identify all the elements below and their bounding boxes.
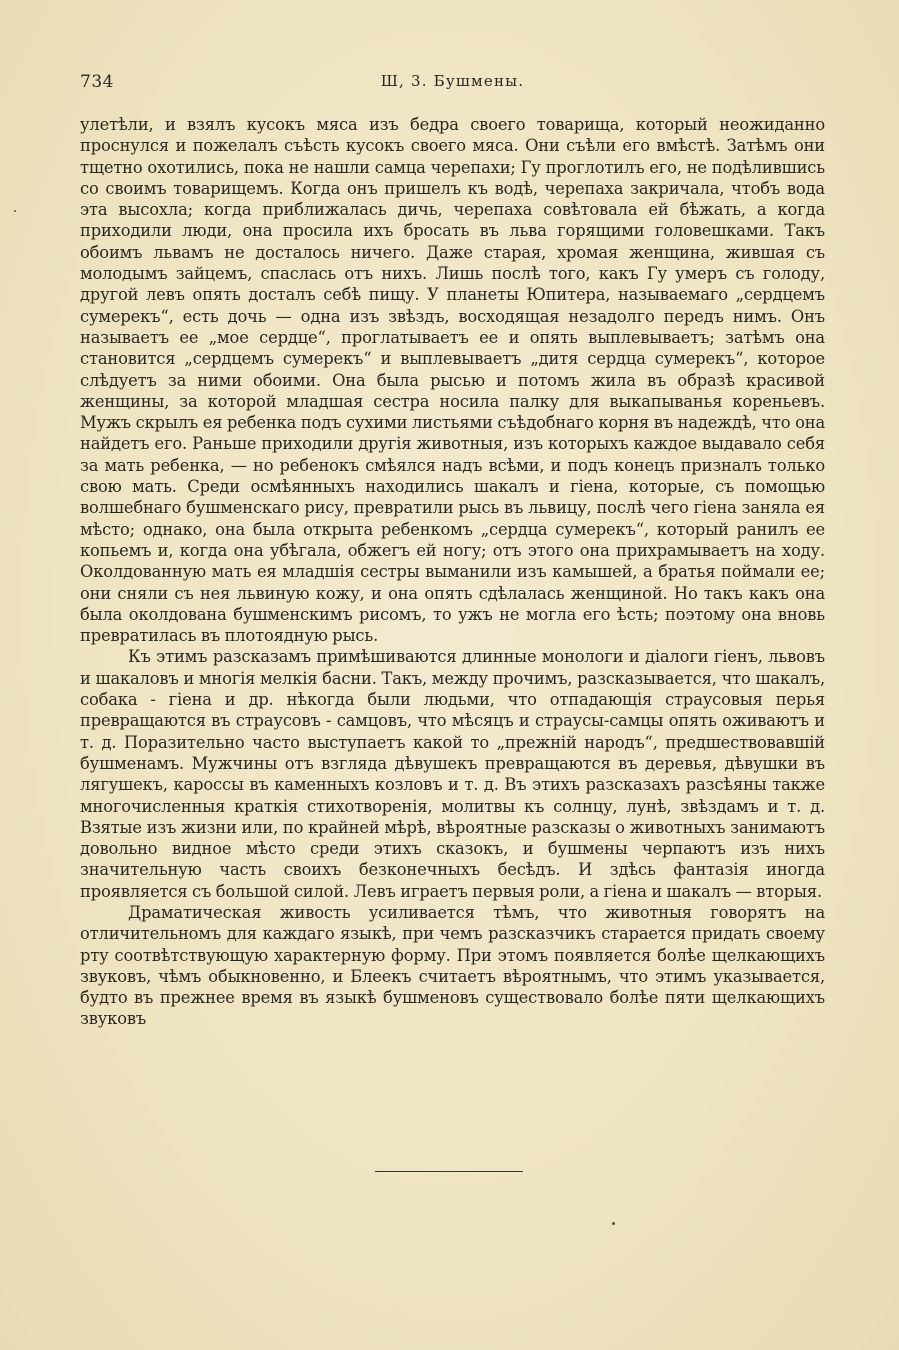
page-number: 734 bbox=[80, 72, 114, 92]
paragraph-3: Драматическая живость усиливается тѣмъ, что животныя говорятъ на отличительномъ для каждаго языкѣ, при чемъ разсказчикъ старается придать своему рту соотвѣтствующую характерную форму. При этомъ появляется болѣе щелкающихъ звуковъ, чѣмъ обыкновенно, и Блеекъ считаетъ вѣроятнымъ, что этимъ указывается, будто въ прежнее время въ языкѣ бушменовъ существовало болѣе пяти щелкающихъ звуковъ bbox=[80, 902, 825, 1029]
page-header bbox=[80, 72, 825, 98]
print-speck bbox=[612, 1222, 615, 1225]
footer-rule bbox=[375, 1171, 523, 1172]
running-title: Ш, 3. Бушмены. bbox=[380, 72, 525, 90]
paragraph-1: улетѣли, и взялъ кусокъ мяса изъ бедра своего товарища, который неожиданно проснулся и пожелалъ съѣсть кусокъ своего мяса. Они съѣли его вмѣстѣ. Затѣмъ они тщетно охотились, пока не нашли самца черепахи; Гу проглотилъ его, не подѣлившись со своимъ товарищемъ. Когда онъ пришелъ къ водѣ, черепаха закричала, чтобъ вода эта высохла; когда приближалась дичь, черепаха совѣтовала ей бѣжать, а когда приходили люди, она просила ихъ бросать въ льва горящими головешками. Такъ обоимъ львамъ не досталось ничего. Даже старая, хромая женщина, жившая съ молодымъ зайцемъ, спаслась отъ нихъ. Лишь послѣ того, какъ Гу умеръ съ голоду, другой левъ опять досталъ себѣ пищу. У планеты Юпитера, называемаго „сердцемъ сумерекъ“, есть дочь — одна изъ звѣздъ, восходящая незадолго передъ нимъ. Онъ называетъ ее „мое сердце“, проглатываетъ ее и опять выплевываетъ; затѣмъ она становится „сердцемъ сумерекъ“ и выплевываетъ „дитя сердца сумерекъ“, которое слѣдуетъ за ними обоими. Она была рысью и потомъ жила въ образѣ красивой женщины, за которой младшая сестра носила палку для выкапыванья кореньевъ. Мужъ скрылъ ея ребенка подъ сухими листьями съѣдобнаго корня въ надеждѣ, что она найдетъ его. Раньше приходили другія животныя, изъ которыхъ каждое выдавало себя за мать ребенка, — но ребенокъ смѣялся надъ всѣми, и подъ конецъ призналъ только свою мать. Среди осмѣянныхъ находились шакалъ и гіена, которые, съ помощью волшебнаго бушменскаго рису, превратили рысь въ львицу, послѣ чего гіена заняла ея мѣсто; однако, она была открыта ребенкомъ „сердца сумерекъ“, который ранилъ ее копьемъ и, когда она убѣгала, обжегъ ей ногу; отъ этого она прихрамываетъ на ходу. Околдованную мать ея младшія сестры выманили изъ камышей, а братья поймали ее; они сняли съ нея львиную кожу, и она опять сдѣлалась женщиной. Но такъ какъ она была околдована бушменскимъ рисомъ, то ужъ не могла его ѣсть; поэтому она вновь превратилась въ плотоядную рысь. bbox=[80, 115, 825, 646]
paragraph-2: Къ этимъ разсказамъ примѣшиваются длинные монологи и діалоги гіенъ, львовъ и шакаловъ и многія мелкія басни. Такъ, между прочимъ, разсказывается, что шакалъ, собака - гіена и др. нѣкогда были людьми, что отпадающія страусовыя перья превращаются въ страусовъ - самцовъ, что мѣсяцъ и страусы-самцы опять оживаютъ и т. д. Поразительно часто выступаетъ какой то „прежній народъ“, предшествовавшій бушменамъ. Мужчины отъ взгляда дѣвушекъ превращаются въ деревья, дѣвушки въ лягушекъ, кароссы въ каменныхъ козловъ и т. д. Въ этихъ разсказахъ разсѣяны также многочисленныя краткія стихотворенія, молитвы къ солнцу, лунѣ, звѣздамъ и т. д. Взятые изъ жизни или, по крайней мѣрѣ, вѣроятные разсказы о животныхъ занимаютъ довольно видное мѣсто среди этихъ сказокъ, и бушмены черпаютъ изъ нихъ значительную часть своихъ безконечныхъ бесѣдъ. И здѣсь фантазія иногда проявляется съ большой силой. Левъ играетъ первыя роли, а гіена и шакалъ — вторыя. bbox=[80, 647, 825, 901]
print-speck bbox=[14, 210, 16, 212]
body-text bbox=[80, 114, 825, 1030]
